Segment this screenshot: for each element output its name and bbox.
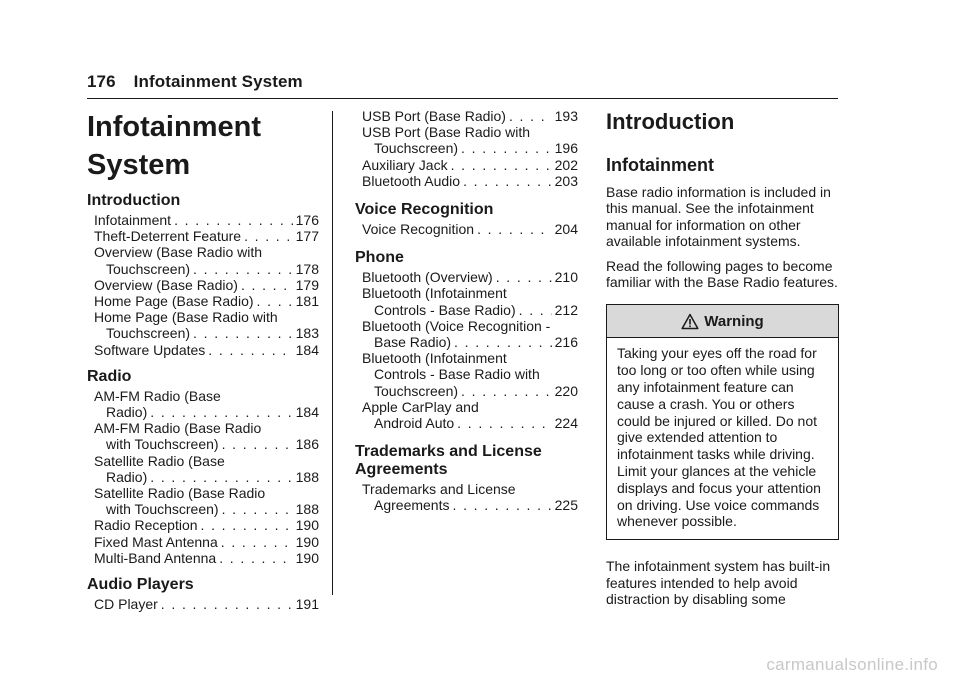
body-paragraph: The infotainment system has built-in features intended to help avoid distraction by disabling some bbox=[606, 558, 831, 608]
toc-entry[interactable]: Overview (Base Radio with Touchscreen) . . . 178 bbox=[87, 244, 319, 276]
toc-entry[interactable]: USB Port (Base Radio with Touchscreen) . . . 196 bbox=[355, 124, 578, 156]
toc-heading-audio-players: Audio Players bbox=[87, 576, 194, 594]
toc-heading-trademarks: Trademarks and License Agreements bbox=[355, 443, 542, 479]
toc-entry[interactable]: Overview (Base Radio) . . . 179 bbox=[87, 277, 319, 293]
warning-title: Warning bbox=[704, 312, 764, 330]
toc-entry[interactable]: Voice Recognition . . . 204 bbox=[355, 221, 578, 237]
section-heading: Introduction bbox=[606, 109, 735, 134]
warning-box bbox=[606, 304, 839, 540]
toc-entry[interactable]: Software Updates . . . 184 bbox=[87, 342, 319, 358]
toc-entry[interactable]: Infotainment . . . 176 bbox=[87, 212, 319, 228]
warning-text: Taking your eyes off the road for too long or too often while using any infotainment feature can cause a crash. You or others could be injured or killed. Do not give extended attention to infotainment tasks while driving. Limit your glances at the vehicle displays and focus your attention on driving. Use voice commands whenever possible. bbox=[617, 345, 821, 530]
subsection-heading: Infotainment bbox=[606, 155, 714, 175]
toc-column-1 bbox=[87, 192, 319, 612]
chapter-title: Infotainment System bbox=[87, 111, 261, 181]
header-rule bbox=[87, 98, 838, 99]
warning-header bbox=[607, 305, 838, 338]
toc-entry[interactable]: Trademarks and License Agreements . . . 225 bbox=[355, 481, 578, 513]
toc-entry[interactable]: USB Port (Base Radio) . . . 193 bbox=[355, 108, 578, 124]
toc-entry[interactable]: Home Page (Base Radio) . . . 181 bbox=[87, 293, 319, 309]
toc-entry[interactable]: Satellite Radio (Base Radio with Touchscreen) . . . 188 bbox=[87, 485, 319, 517]
watermark: carmanualsonline.info bbox=[766, 655, 938, 674]
column-divider bbox=[332, 111, 333, 595]
toc-entry[interactable]: AM-FM Radio (Base Radio with Touchscreen) . . . 186 bbox=[87, 420, 319, 452]
page-header bbox=[87, 72, 303, 92]
body-column bbox=[606, 108, 839, 615]
toc-entry[interactable]: Radio Reception . . . 190 bbox=[87, 517, 319, 533]
toc-entry[interactable]: Bluetooth (Infotainment Controls - Base Radio with Touchscreen) . . . 220 bbox=[355, 350, 578, 399]
toc-entry[interactable]: AM-FM Radio (Base Radio) . . . 184 bbox=[87, 388, 319, 420]
toc-heading-introduction: Introduction bbox=[87, 192, 181, 209]
warning-triangle-icon bbox=[681, 313, 699, 330]
toc-entry[interactable]: Fixed Mast Antenna . . . 190 bbox=[87, 534, 319, 550]
toc-entry[interactable]: Apple CarPlay and Android Auto . . . 224 bbox=[355, 399, 578, 431]
toc-entry[interactable]: Bluetooth (Voice Recognition - Base Radio) . . . 216 bbox=[355, 318, 578, 350]
toc-entry[interactable]: Home Page (Base Radio with Touchscreen) . . . 183 bbox=[87, 309, 319, 341]
body-paragraph: Base radio information is included in this manual. See the infotainment manual for information on other available infotainment systems. bbox=[606, 184, 831, 250]
toc-entry[interactable]: Bluetooth Audio . . . 203 bbox=[355, 173, 578, 189]
toc-entry[interactable]: Bluetooth (Overview) . . . 210 bbox=[355, 269, 578, 285]
toc-entry[interactable]: Multi-Band Antenna . . . 190 bbox=[87, 550, 319, 566]
toc-column-2 bbox=[355, 108, 578, 514]
page-number: 176 bbox=[87, 72, 116, 91]
toc-heading-phone: Phone bbox=[355, 249, 404, 267]
toc-entry[interactable]: Satellite Radio (Base Radio) . . . 188 bbox=[87, 453, 319, 485]
toc-entry[interactable]: Auxiliary Jack . . . 202 bbox=[355, 157, 578, 173]
toc-heading-radio: Radio bbox=[87, 367, 132, 385]
toc-entry[interactable]: Theft-Deterrent Feature . . . 177 bbox=[87, 228, 319, 244]
header-section-title: Infotainment System bbox=[133, 72, 303, 91]
toc-entry[interactable]: CD Player . . . 191 bbox=[87, 596, 319, 612]
toc-heading-voice-recognition: Voice Recognition bbox=[355, 201, 494, 219]
toc-entry[interactable]: Bluetooth (Infotainment Controls - Base Radio) . . . 212 bbox=[355, 285, 578, 317]
body-paragraph: Read the following pages to become familiar with the Base Radio features. bbox=[606, 257, 838, 291]
